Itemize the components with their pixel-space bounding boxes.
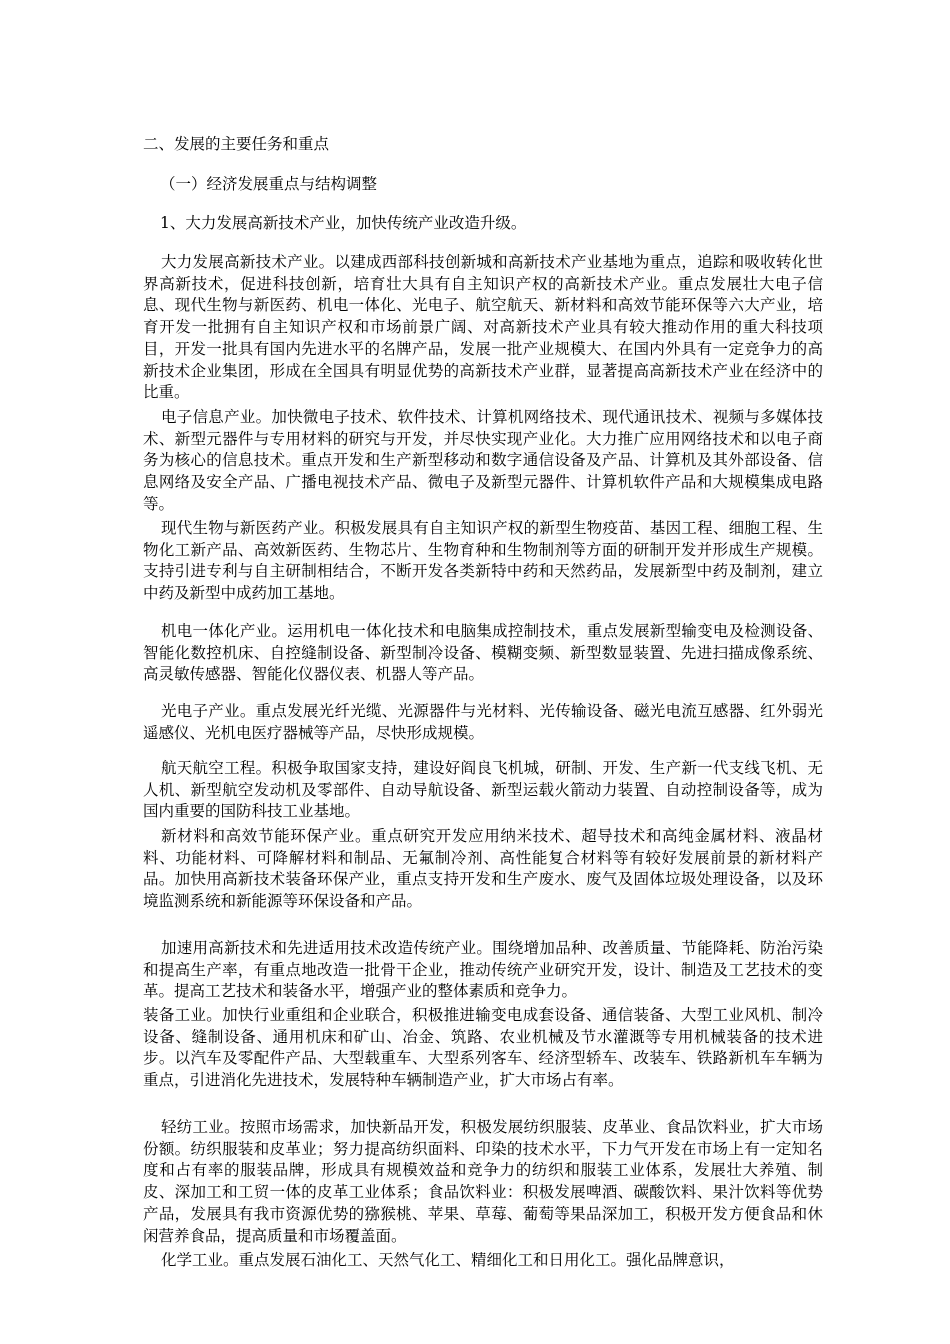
section-title: 二、发展的主要任务和重点 — [143, 135, 330, 153]
paragraph-biomedicine: 现代生物与新医药产业。积极发展具有自主知识产权的新型生物疫苗、基因工程、细胞工程、生物化工新产品、高效新医药、生物芯片、生物育种和生物制剂等方面的研制开发并形成生产规模。支持引进专利与自主研制相结合，不断开发各类新特中药和天然药品，发展新型中药及制剂，建立中药及新型中成药加工基地。 — [143, 519, 823, 603]
paragraph-electronics: 电子信息产业。加快微电子技术、软件技术、计算机网络技术、现代通讯技术、视频与多媒体技术、新型元器件与专用材料的研究与开发，并尽快实现产业化。大力推广应用网络技术和以电子商务为核心的信息技术。重点开发和生产新型移动和数字通信设备及产品、计算机及其外部设备、信息网络及安全产品、广播电视技术产品、微电子及新型元器件、计算机软件产品和大规模集成电路等。 — [143, 408, 823, 513]
paragraph-mechatronics: 机电一体化产业。运用机电一体化技术和电脑集成控制技术，重点发展新型输变电及检测设备、智能化数控机床、自控缝制设备、新型制冷设备、模糊变频、新型数显装置、先进扫描成像系统、高灵敏传感器、智能化仪器仪表、机器人等产品。 — [143, 622, 823, 684]
subsection-title: （一）经济发展重点与结构调整 — [160, 175, 378, 193]
paragraph-optoelectronics: 光电子产业。重点发展光纤光缆、光源器件与光材料、光传输设备、磁光电流互感器、红外弱光遥感仪、光机电医疗器械等产品，尽快形成规模。 — [143, 702, 823, 742]
paragraph-chemical: 化学工业。重点发展石油化工、天然气化工、精细化工和日用化工。强化品牌意识， — [161, 1251, 735, 1269]
item-title: 1、大力发展高新技术产业，加快传统产业改造升级。 — [160, 214, 527, 232]
paragraph-new-materials: 新材料和高效节能环保产业。重点研究开发应用纳米技术、超导技术和高纯金属材料、液晶材料、功能材料、可降解材料和制品、无氟制冷剂、高性能复合材料等有较好发展前景的新材料产品。加快用高新技术装备环保产业，重点支持开发和生产废水、废气及固体垃圾处理设备，以及环境监测系统和新能源等环保设备和产品。 — [143, 827, 823, 911]
paragraph-equipment: 装备工业。加快行业重组和企业联合，积极推进输变电成套设备、通信装备、大型工业风机、制冷设备、缝制设备、通用机床和矿山、冶金、筑路、农业机械及节水灌溉等专用机械装备的技术进步。以汽车及零配件产品、大型载重车、大型系列客车、经济型轿车、改装车、铁路新机车车辆为重点，引进消化先进技术，发展特种车辆制造产业，扩大市场占有率。 — [143, 1006, 823, 1090]
paragraph-high-tech: 大力发展高新技术产业。以建成西部科技创新城和高新技术产业基地为重点，追踪和吸收转化世界高新技术，促进科技创新，培育壮大具有自主知识产权的高新技术产业。重点发展壮大电子信息、现代生物与新医药、机电一体化、光电子、航空航天、新材料和高效节能环保等六大产业，培育开发一批拥有自主知识产权和市场前景广阔、对高新技术产业具有较大推动作用的重大科技项目，开发一批具有国内先进水平的名牌产品，发展一批产业规模大、在国内外具有一定竞争力的高新技术企业集团，形成在全国具有明显优势的高新技术产业群，显著提高高新技术产业在经济中的比重。 — [143, 253, 823, 402]
paragraph-aerospace: 航天航空工程。积极争取国家支持，建设好阎良飞机城，研制、开发、生产新一代支线飞机、无人机、新型航空发动机及零部件、自动导航设备、新型运载火箭动力装置、自动控制设备等，成为国内重要的国防科技工业基地。 — [143, 759, 823, 821]
paragraph-light-textile: 轻纺工业。按照市场需求，加快新品开发，积极发展纺织服装、皮革业、食品饮料业，扩大市场份额。纺织服装和皮革业；努力提高纺织面料、印染的技术水平，下力气开发在市场上有一定知名度和占有率的服装品牌，形成具有规模效益和竞争力的纺织和服装工业体系，发展壮大养殖、制皮、深加工和工贸一体的皮革工业体系；食品饮料业：积极发展啤酒、碳酸饮料、果汁饮料等优势产品，发展具有我市资源优势的猕猴桃、苹果、草莓、葡萄等果品深加工，积极开发方便食品和休闲营养食品，提高质量和市场覆盖面。 — [143, 1118, 823, 1245]
paragraph-traditional-upgrade: 加速用高新技术和先进适用技术改造传统产业。围绕增加品种、改善质量、节能降耗、防治污染和提高生产率，有重点地改造一批骨干企业，推动传统产业研究开发，设计、制造及工艺技术的变革。提高工艺技术和装备水平，增强产业的整体素质和竞争力。 — [143, 939, 823, 1001]
